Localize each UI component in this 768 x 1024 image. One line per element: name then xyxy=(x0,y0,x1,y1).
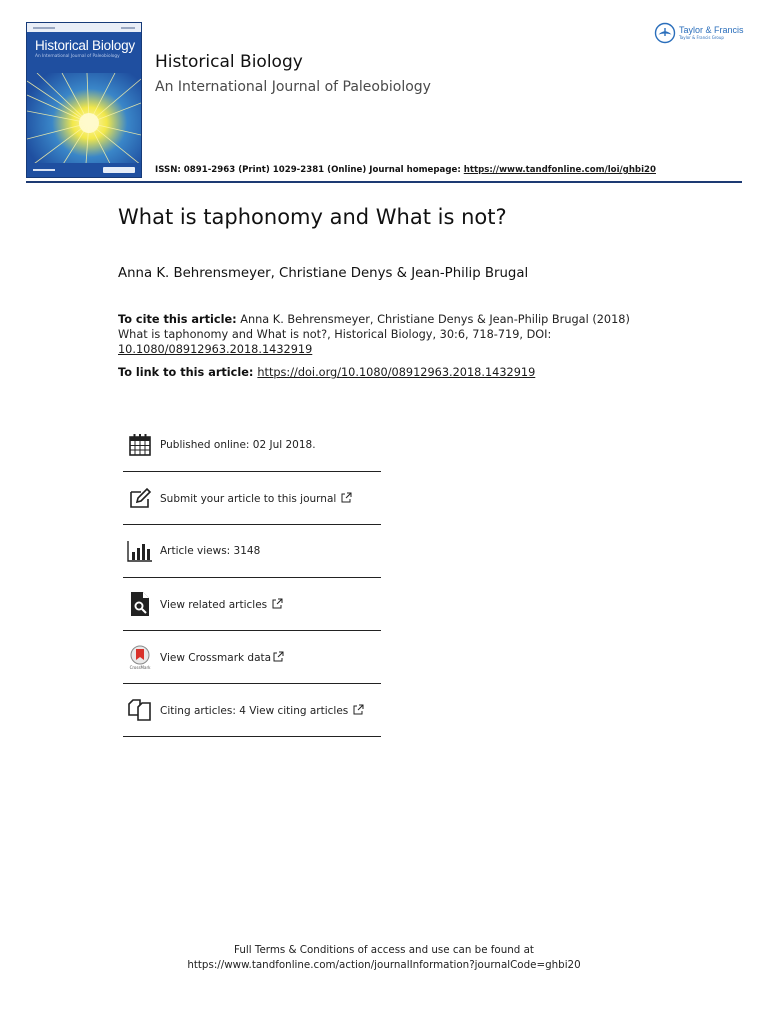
cover-subtitle: An International Journal of Paleobiology xyxy=(35,54,120,59)
citation-label: To cite this article: xyxy=(118,313,237,326)
terms-text: Full Terms & Conditions of access and use can be found at xyxy=(234,944,534,956)
published-online-row xyxy=(123,419,381,472)
related-articles-row[interactable] xyxy=(123,578,381,631)
article-link-line xyxy=(118,366,535,379)
article-authors: Anna K. Behrensmeyer, Christiane Denys & Jean-Philip Brugal xyxy=(118,266,529,281)
calendar-icon xyxy=(127,432,153,458)
external-link-icon xyxy=(341,492,352,503)
citing-articles-text[interactable]: Citing articles: 4 View citing articles xyxy=(160,704,349,717)
terms-footer xyxy=(0,943,768,973)
external-link-icon xyxy=(273,651,284,662)
search-document-icon xyxy=(127,591,153,617)
citing-icon xyxy=(127,697,153,723)
published-online-text: Published online: 02 Jul 2018. xyxy=(160,439,316,451)
terms-url[interactable]: https://www.tandfonline.com/action/journalInformation?journalCode=ghbi20 xyxy=(187,959,581,971)
submit-article-row[interactable] xyxy=(123,472,381,525)
external-link-icon xyxy=(272,598,283,609)
publisher-group: Taylor & Francis Group xyxy=(679,34,724,40)
svg-text:CrossMark: CrossMark xyxy=(129,665,151,670)
journal-homepage-link[interactable]: https://www.tandfonline.com/loi/ghbi20 xyxy=(463,165,656,175)
submit-article-text[interactable]: Submit your article to this journal xyxy=(160,492,337,505)
article-title: What is taphonomy and What is not? xyxy=(118,205,507,229)
journal-title: Historical Biology xyxy=(155,52,303,72)
doi-link[interactable]: 10.1080/08912963.2018.1432919 xyxy=(118,343,313,356)
cover-title: Historical Biology xyxy=(35,38,135,53)
citing-articles-row[interactable] xyxy=(123,684,381,737)
taylor-francis-emblem-icon xyxy=(654,22,676,44)
taylor-francis-logo[interactable] xyxy=(654,22,744,44)
external-link-icon xyxy=(353,704,364,715)
issn-text: ISSN: 0891-2963 (Print) 1029-2381 (Online) Journal homepage: xyxy=(155,165,464,175)
cover-artwork xyxy=(27,73,141,177)
journal-subtitle: An International Journal of Paleobiology xyxy=(155,79,431,95)
header-divider xyxy=(26,181,742,183)
article-views-text: Article views: 3148 xyxy=(160,545,261,557)
cover-footer-bar xyxy=(27,163,141,177)
article-link-label: To link to this article: xyxy=(118,366,258,379)
related-articles-text[interactable]: View related articles xyxy=(160,598,268,611)
citation-block xyxy=(118,312,638,357)
crossmark-row[interactable] xyxy=(123,631,381,684)
crossmark-icon xyxy=(127,644,153,670)
edit-icon xyxy=(127,485,153,511)
article-info-list xyxy=(123,419,381,737)
cover-top-bar xyxy=(27,23,141,32)
bar-chart-icon xyxy=(127,538,153,564)
issn-line xyxy=(155,165,656,175)
publisher-name: Taylor & Francis xyxy=(679,24,744,35)
article-views-row xyxy=(123,525,381,578)
crossmark-text[interactable]: View Crossmark data xyxy=(160,651,272,664)
journal-cover-image xyxy=(26,22,142,178)
citation-text: Anna K. Behrensmeyer, Christiane Denys & Jean-Philip Brugal (2018) What is taphonomy and What is not?, Historical Biology, 30:6, 718-719, DOI: xyxy=(118,313,630,341)
article-url-link[interactable]: https://doi.org/10.1080/08912963.2018.1432919 xyxy=(257,366,536,379)
